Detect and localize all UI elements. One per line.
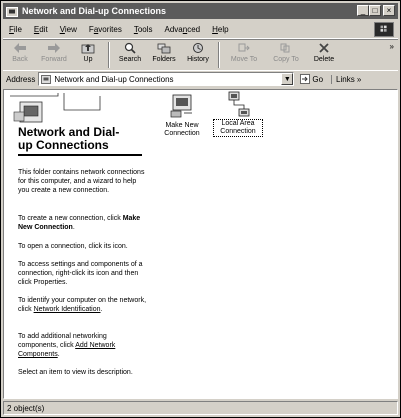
local-area-connection-item[interactable] xyxy=(214,91,262,136)
back-arrow-icon xyxy=(13,42,27,54)
menu-advanced[interactable]: Advanced xyxy=(164,25,201,34)
menu-tools[interactable]: Tools xyxy=(133,25,153,34)
go-button[interactable]: Go xyxy=(300,74,323,84)
go-arrow-icon xyxy=(300,74,310,84)
toolbar-chevron[interactable]: » xyxy=(389,42,394,51)
address-label: Address xyxy=(6,74,36,84)
make-new-connection-label: Make New Connection xyxy=(164,122,200,137)
folders-icon xyxy=(157,42,171,54)
history-icon xyxy=(191,42,205,54)
toolbar-separator xyxy=(108,42,110,68)
make-new-connection-icon xyxy=(170,93,194,119)
back-button[interactable]: Back xyxy=(3,40,37,70)
window-title: Network and Dial-up Connections xyxy=(22,6,167,16)
webview-open-text: To open a connection, click its icon. xyxy=(18,243,128,250)
folder-content xyxy=(3,89,398,399)
webview-add-components-text: To add additional networking components, click Add Network Components. xyxy=(18,333,116,358)
minimize-button[interactable]: _ xyxy=(357,5,369,16)
local-area-connection-icon xyxy=(226,91,250,117)
maximize-button[interactable]: □ xyxy=(369,5,381,16)
up-button[interactable]: Up xyxy=(71,40,105,70)
network-folder-icon xyxy=(6,6,18,17)
toolbar-separator xyxy=(218,42,220,68)
menu-edit[interactable]: Edit xyxy=(33,25,48,34)
webview-panel xyxy=(4,90,149,398)
forward-arrow-icon xyxy=(47,42,61,54)
copy-to-icon xyxy=(279,42,293,54)
address-input[interactable] xyxy=(38,72,294,86)
menu-file[interactable]: File xyxy=(9,25,22,34)
search-button[interactable]: Search xyxy=(113,40,147,70)
title-bar[interactable] xyxy=(3,3,398,19)
windows-logo-icon xyxy=(374,22,394,37)
icon-view xyxy=(154,90,394,210)
webview-intro-text: This folder contains network connections for this computer, and a wizard to help you create a new connection. xyxy=(18,169,145,194)
network-folder-icon xyxy=(41,75,51,84)
menu-bar xyxy=(3,21,398,39)
menu-help[interactable]: Help xyxy=(212,25,229,34)
webview-divider xyxy=(18,154,142,156)
menu-favorites[interactable]: Favorites xyxy=(88,25,122,34)
webview-title: Network and Dial- up Connections xyxy=(18,125,120,152)
up-folder-icon xyxy=(81,42,95,54)
address-value: Network and Dial-up Connections xyxy=(54,74,174,84)
move-to-icon xyxy=(237,42,251,54)
webview-identify-text: To identify your computer on the network, click Network Identification. xyxy=(18,297,147,313)
webview-create-text: To create a new connection, click Make New Connection. xyxy=(18,215,141,231)
address-bar xyxy=(3,70,398,88)
copy-to-button[interactable]: Copy To xyxy=(265,40,307,70)
delete-x-icon xyxy=(317,42,331,54)
status-object-count: 2 object(s) xyxy=(3,401,398,415)
window-controls xyxy=(357,5,395,16)
history-button[interactable]: History xyxy=(181,40,215,70)
status-bar xyxy=(3,400,398,416)
menu-view[interactable]: View xyxy=(59,25,77,34)
webview-settings-text: To access settings and components of a connection, right-click its icon and then click Properties. xyxy=(18,261,143,286)
local-area-connection-label: Local Area Connection xyxy=(214,120,262,136)
search-icon xyxy=(123,42,137,54)
webview-select-text: Select an item to view its description. xyxy=(18,369,133,376)
delete-button[interactable]: Delete xyxy=(307,40,341,70)
network-identification-link[interactable]: Network Identification xyxy=(33,306,101,313)
close-button[interactable]: × xyxy=(383,5,395,16)
webview-header-graphic xyxy=(8,92,146,126)
address-dropdown-button[interactable]: ▼ xyxy=(281,73,293,85)
make-new-connection-item[interactable] xyxy=(158,93,206,138)
folders-button[interactable]: Folders xyxy=(147,40,181,70)
move-to-button[interactable]: Move To xyxy=(223,40,265,70)
add-network-components-link[interactable]: Add Network Components xyxy=(18,342,116,358)
standard-toolbar xyxy=(3,39,398,71)
forward-button[interactable]: Forward xyxy=(37,40,71,70)
links-toolbar[interactable]: Links » xyxy=(331,75,361,84)
